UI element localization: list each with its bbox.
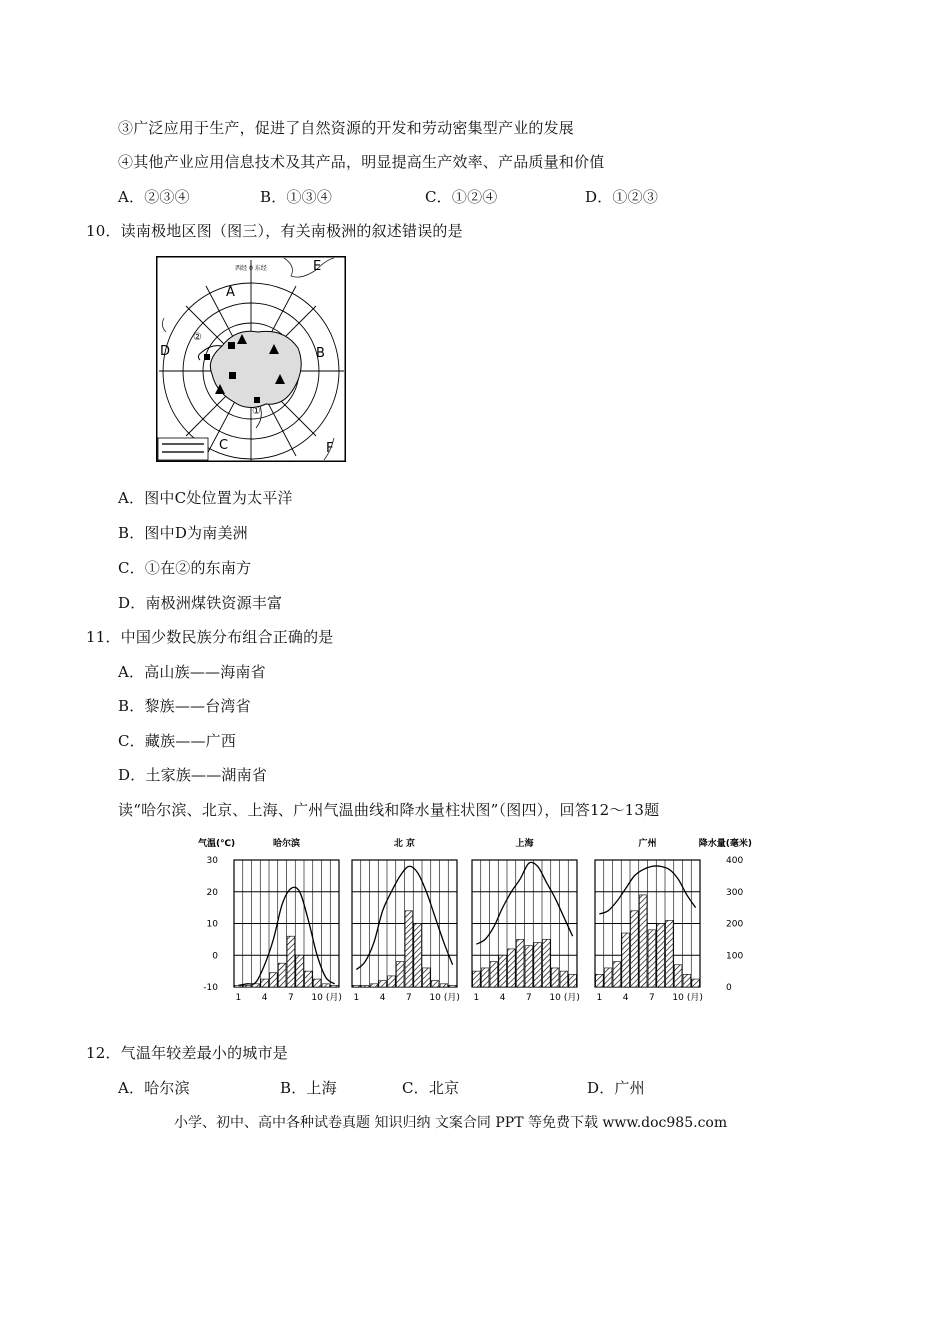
x-tick-label: 1: [235, 993, 242, 1003]
temp-tick-label: 20: [206, 887, 218, 898]
q12-option-d: D．广州: [587, 1079, 645, 1097]
temp-tick-label: 0: [212, 951, 218, 962]
precip-ticks: [726, 856, 743, 993]
q9-item-3: ③广泛应用于生产，促进了自然资源的开发和劳动密集型产业的发展: [118, 119, 575, 137]
precip-bar: [261, 979, 269, 987]
precip-bar: [657, 924, 665, 988]
read-prompt: 读“哈尔滨、北京、上海、广州气温曲线和降水量柱状图”（图四），回答12～13题: [118, 801, 660, 819]
x-tick-label: 10: [549, 993, 561, 1003]
temp-tick-label: -10: [203, 983, 218, 993]
precip-bar: [516, 939, 524, 987]
precip-bar: [405, 911, 413, 987]
q9-options: [118, 186, 658, 207]
precip-bar: [414, 924, 422, 988]
precip-bar: [508, 949, 516, 987]
chart-panels: [234, 837, 703, 1003]
precip-bar: [560, 971, 568, 987]
q11-option-b: B．黎族——台湾省: [118, 697, 251, 715]
precip-bar: [473, 971, 481, 987]
map-point-1: ①: [252, 406, 261, 417]
precip-bar: [666, 920, 674, 987]
map-label-b: B: [316, 346, 325, 361]
temp-axis-label: 气温(℃): [198, 839, 236, 849]
map-label-f: F: [326, 441, 334, 456]
q12-option-b: B．上海: [280, 1079, 337, 1097]
precip-bar: [683, 974, 691, 987]
panel-city-title: 上海: [515, 839, 534, 849]
precip-bar: [569, 974, 577, 987]
precip-bar: [331, 985, 339, 987]
precip-bar: [631, 911, 639, 987]
q11-option-d: D．土家族——湖南省: [118, 766, 268, 784]
panel-city-title: 哈尔滨: [272, 839, 301, 849]
x-tick-label: 1: [596, 993, 603, 1003]
x-tick-label: 10: [311, 993, 323, 1003]
climate-panel: [352, 837, 460, 1003]
precip-bar: [379, 981, 387, 987]
x-tick-label: 4: [261, 993, 268, 1003]
precip-bar: [692, 979, 700, 987]
precip-bar: [449, 985, 457, 987]
precip-bar: [396, 962, 404, 987]
panel-city-title: 北 京: [393, 839, 416, 849]
x-tick-label: 7: [526, 993, 532, 1003]
q10-option-d: D．南极洲煤铁资源丰富: [118, 594, 283, 612]
map-label-e: E: [313, 259, 322, 274]
precip-bar: [525, 946, 533, 987]
precip-bar: [639, 895, 647, 987]
precip-axis-label: 降水量(毫米): [698, 839, 752, 849]
precip-bar: [481, 968, 489, 987]
q10-option-b: B．图中D为南美洲: [118, 524, 248, 542]
precip-tick-label: 0: [726, 983, 732, 993]
temp-ticks: [203, 856, 218, 993]
q10-option-a: A．图中C处位置为太平洋: [118, 489, 293, 507]
q9-option-a: A．②③④: [118, 188, 190, 206]
temp-tick-label: 10: [206, 919, 218, 930]
map-label-a: A: [226, 285, 235, 300]
x-tick-label: 10: [429, 993, 441, 1003]
precip-bar: [361, 985, 369, 987]
q10-stem: 10．读南极地区图（图三），有关南极洲的叙述错误的是: [86, 222, 463, 240]
precip-tick-label: 300: [726, 887, 744, 898]
precip-bar: [490, 962, 498, 987]
x-tick-label: 7: [288, 993, 294, 1003]
precip-bar: [370, 984, 378, 987]
precip-tick-label: 100: [726, 951, 744, 962]
q9-option-b: B．①③④: [260, 188, 333, 206]
x-unit-label: (月): [686, 993, 703, 1003]
q12-option-c: C．北京: [402, 1079, 460, 1097]
x-unit-label: (月): [443, 993, 460, 1003]
precip-bar: [322, 984, 330, 987]
precip-bar: [287, 936, 295, 987]
precip-tick-label: 400: [726, 856, 744, 866]
x-tick-label: 1: [353, 993, 360, 1003]
precip-bar: [235, 985, 243, 987]
q11-option-a: A．高山族——海南省: [118, 663, 266, 681]
precip-bar: [278, 963, 286, 987]
climate-panel: [595, 837, 703, 1003]
x-tick-label: 4: [622, 993, 629, 1003]
precip-bar: [543, 939, 551, 987]
precip-bar: [648, 930, 656, 987]
map-point-2: ②: [193, 332, 202, 343]
precip-bar: [423, 968, 431, 987]
climate-panel: [234, 837, 342, 1003]
precip-bar: [613, 962, 621, 987]
q11-stem: 11．中国少数民族分布组合正确的是: [86, 628, 334, 646]
precip-bar: [296, 955, 304, 987]
climate-charts: [196, 832, 756, 1004]
precip-bar: [313, 979, 321, 987]
footer-text: 小学、初中、高中各种试卷真题 知识归纳 文案合同 PPT 等免费下载 www.doc985.com: [174, 1115, 728, 1131]
climate-panel: [472, 837, 580, 1003]
x-unit-label: (月): [563, 993, 580, 1003]
x-tick-label: 4: [499, 993, 506, 1003]
q12-stem: 12．气温年较差最小的城市是: [86, 1044, 288, 1062]
q9-option-d: D．①②③: [585, 188, 659, 206]
precip-bar: [551, 968, 559, 987]
q12-options: [118, 1077, 645, 1098]
precip-bar: [243, 985, 251, 987]
map-title: 西经 0 东经: [235, 265, 267, 272]
precip-bar: [534, 943, 542, 987]
q12-option-a: A．哈尔滨: [118, 1079, 190, 1097]
antarctic-map: [156, 256, 346, 462]
precip-bar: [604, 968, 612, 987]
map-label-d: D: [160, 344, 171, 359]
q11-option-c: C．藏族——广西: [118, 732, 237, 750]
x-tick-label: 10: [672, 993, 684, 1003]
precip-bar: [622, 933, 630, 987]
precip-bar: [674, 965, 682, 987]
precip-bar: [270, 973, 278, 987]
precip-bar: [431, 981, 439, 987]
precip-bar: [388, 976, 396, 987]
precip-bar: [353, 985, 361, 987]
x-tick-label: 7: [406, 993, 412, 1003]
precip-bar: [596, 974, 604, 987]
precip-bar: [305, 971, 313, 987]
precip-bar: [499, 955, 507, 987]
map-label-c: C: [219, 438, 229, 453]
temp-tick-label: 30: [206, 856, 218, 866]
q10-option-c: C．①在②的东南方: [118, 559, 252, 577]
precip-bar: [440, 984, 448, 987]
q9-item-4: ④其他产业应用信息技术及其产品，明显提高生产效率、产品质量和价值: [118, 153, 605, 171]
x-unit-label: (月): [325, 993, 342, 1003]
x-tick-label: 4: [379, 993, 386, 1003]
x-tick-label: 1: [473, 993, 480, 1003]
precip-tick-label: 200: [726, 919, 744, 930]
x-tick-label: 7: [649, 993, 655, 1003]
q9-option-c: C．①②④: [425, 188, 498, 206]
panel-city-title: 广州: [638, 839, 657, 849]
